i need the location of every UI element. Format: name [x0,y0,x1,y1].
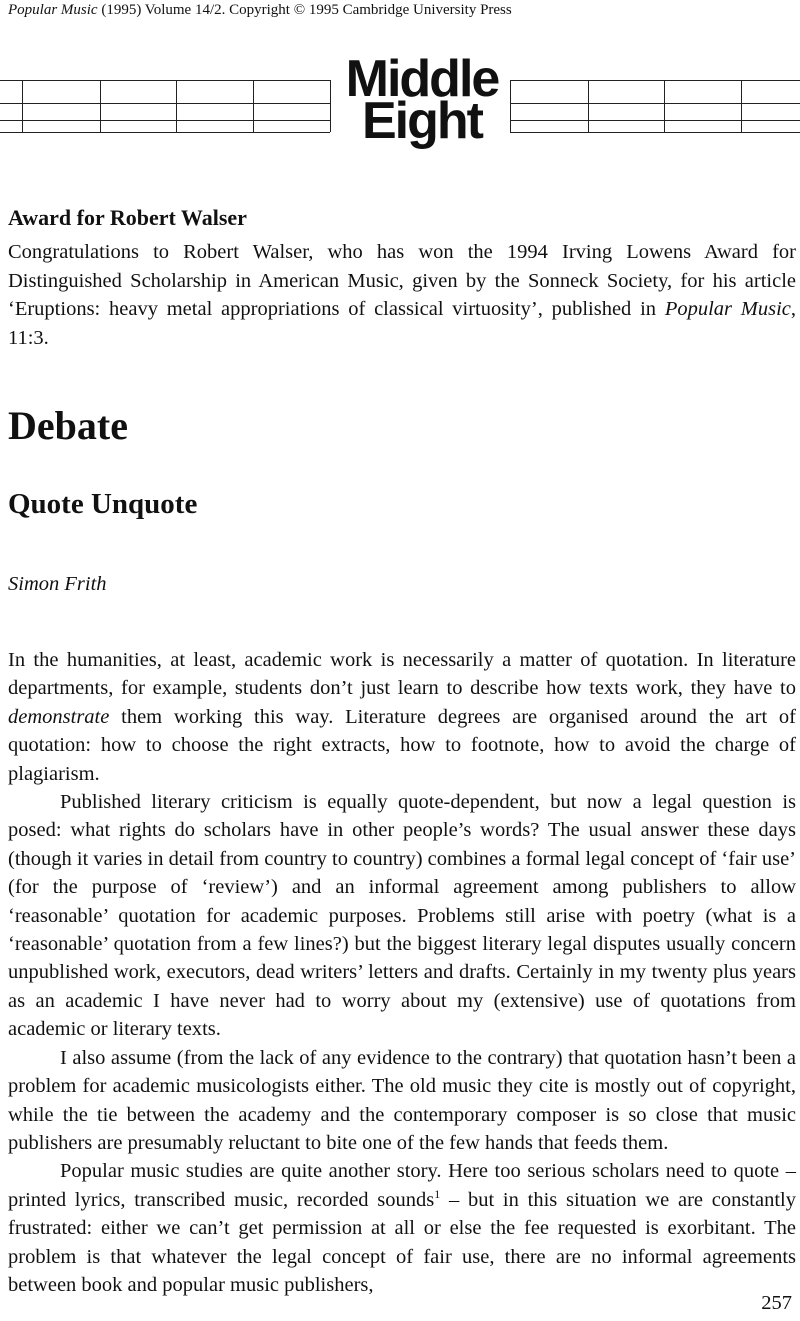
paragraph-3: I also assume (from the lack of any evidence to the contrary) that quotation hasn’t been a problem for academic musicologists either. The old music they cite is mostly out of copyright, while the tie between the academy and the contemporary composer is so close that music publishers are presumably reluctant to bite one of the few hands that feeds them. [8,1046,796,1154]
article-author: Simon Frith [8,573,107,595]
running-header [8,0,512,20]
article-body [8,646,796,1299]
header-journal: Popular Music [8,2,98,18]
paragraph-2: Published literary criticism is equally quote-dependent, but now a legal question is posed: what rights do scholars have in other people’s words? The usual answer these days (though it varies in detail from country to country) combines a formal legal concept of ‘fair use’ (for the purpose of ‘review’) and an informal agreement among publishers to allow ‘reasonable’ quotation for academic purposes. Problems still arise with poetry (what is a ‘reasonable’ quotation from a few lines?) but the biggest literary legal disputes usually concern unpublished work, executors, dead writers’ letters and drafts. Certainly in my twenty plus years as an academic I have never had to worry about my (extensive) use of quotations from academic or literary texts. [8,791,796,1041]
award-text-before: Congratulations to Robert Walser, who has won the 1994 Irving Lowens Award for Distinguished Scholarship in American Music, given by the Sonneck Society, for his article ‘Eruptions: heavy metal appropriations of classical virtuosity’, published in [8,241,796,321]
paragraph-4 [8,1157,796,1299]
masthead-line1: Middle [345,50,499,108]
article-title: Quote Unquote [8,488,198,520]
masthead-title [336,50,508,150]
paragraph-4-before: Popular music studies are quite another story. Here too serious scholars need to quote – printed lyrics, transcribed music, recorded sounds [8,1160,796,1211]
section-title: Debate [8,403,128,448]
award-heading: Award for Robert Walser [8,205,247,230]
paragraph-1-emphasis: demonstrate [8,705,110,728]
award-text-after: , 11:3. [8,298,797,349]
middle-eight-masthead [0,50,800,168]
paragraph-1 [8,646,796,788]
masthead-line2: Eight [362,92,482,150]
award-paragraph [8,238,796,352]
paragraph-1-after: them working this way. Literature degrees are organised around the art of quotation: how to choose the right extracts, how to footnote, how to avoid the charge of plagiarism. [8,705,796,785]
header-citation: (1995) Volume 14/2. Copyright © 1995 Cambridge University Press [97,2,512,18]
paragraph-1-before: In the humanities, at least, academic work is necessarily a matter of quotation. In literature departments, for example, students don’t just learn to describe how texts work, they have to [8,649,796,700]
paragraph-4-after: – but in this situation we are constantly frustrated: either we can’t get permission at all or else the fee requested is exorbitant. The problem is that whatever the legal concept of fair use, there are no informal agreements between book and popular music publishers, [8,1188,796,1296]
award-journal: Popular Music [664,298,791,321]
page-number: 257 [761,1292,792,1314]
footnote-ref[interactable]: 1 [434,1186,441,1201]
